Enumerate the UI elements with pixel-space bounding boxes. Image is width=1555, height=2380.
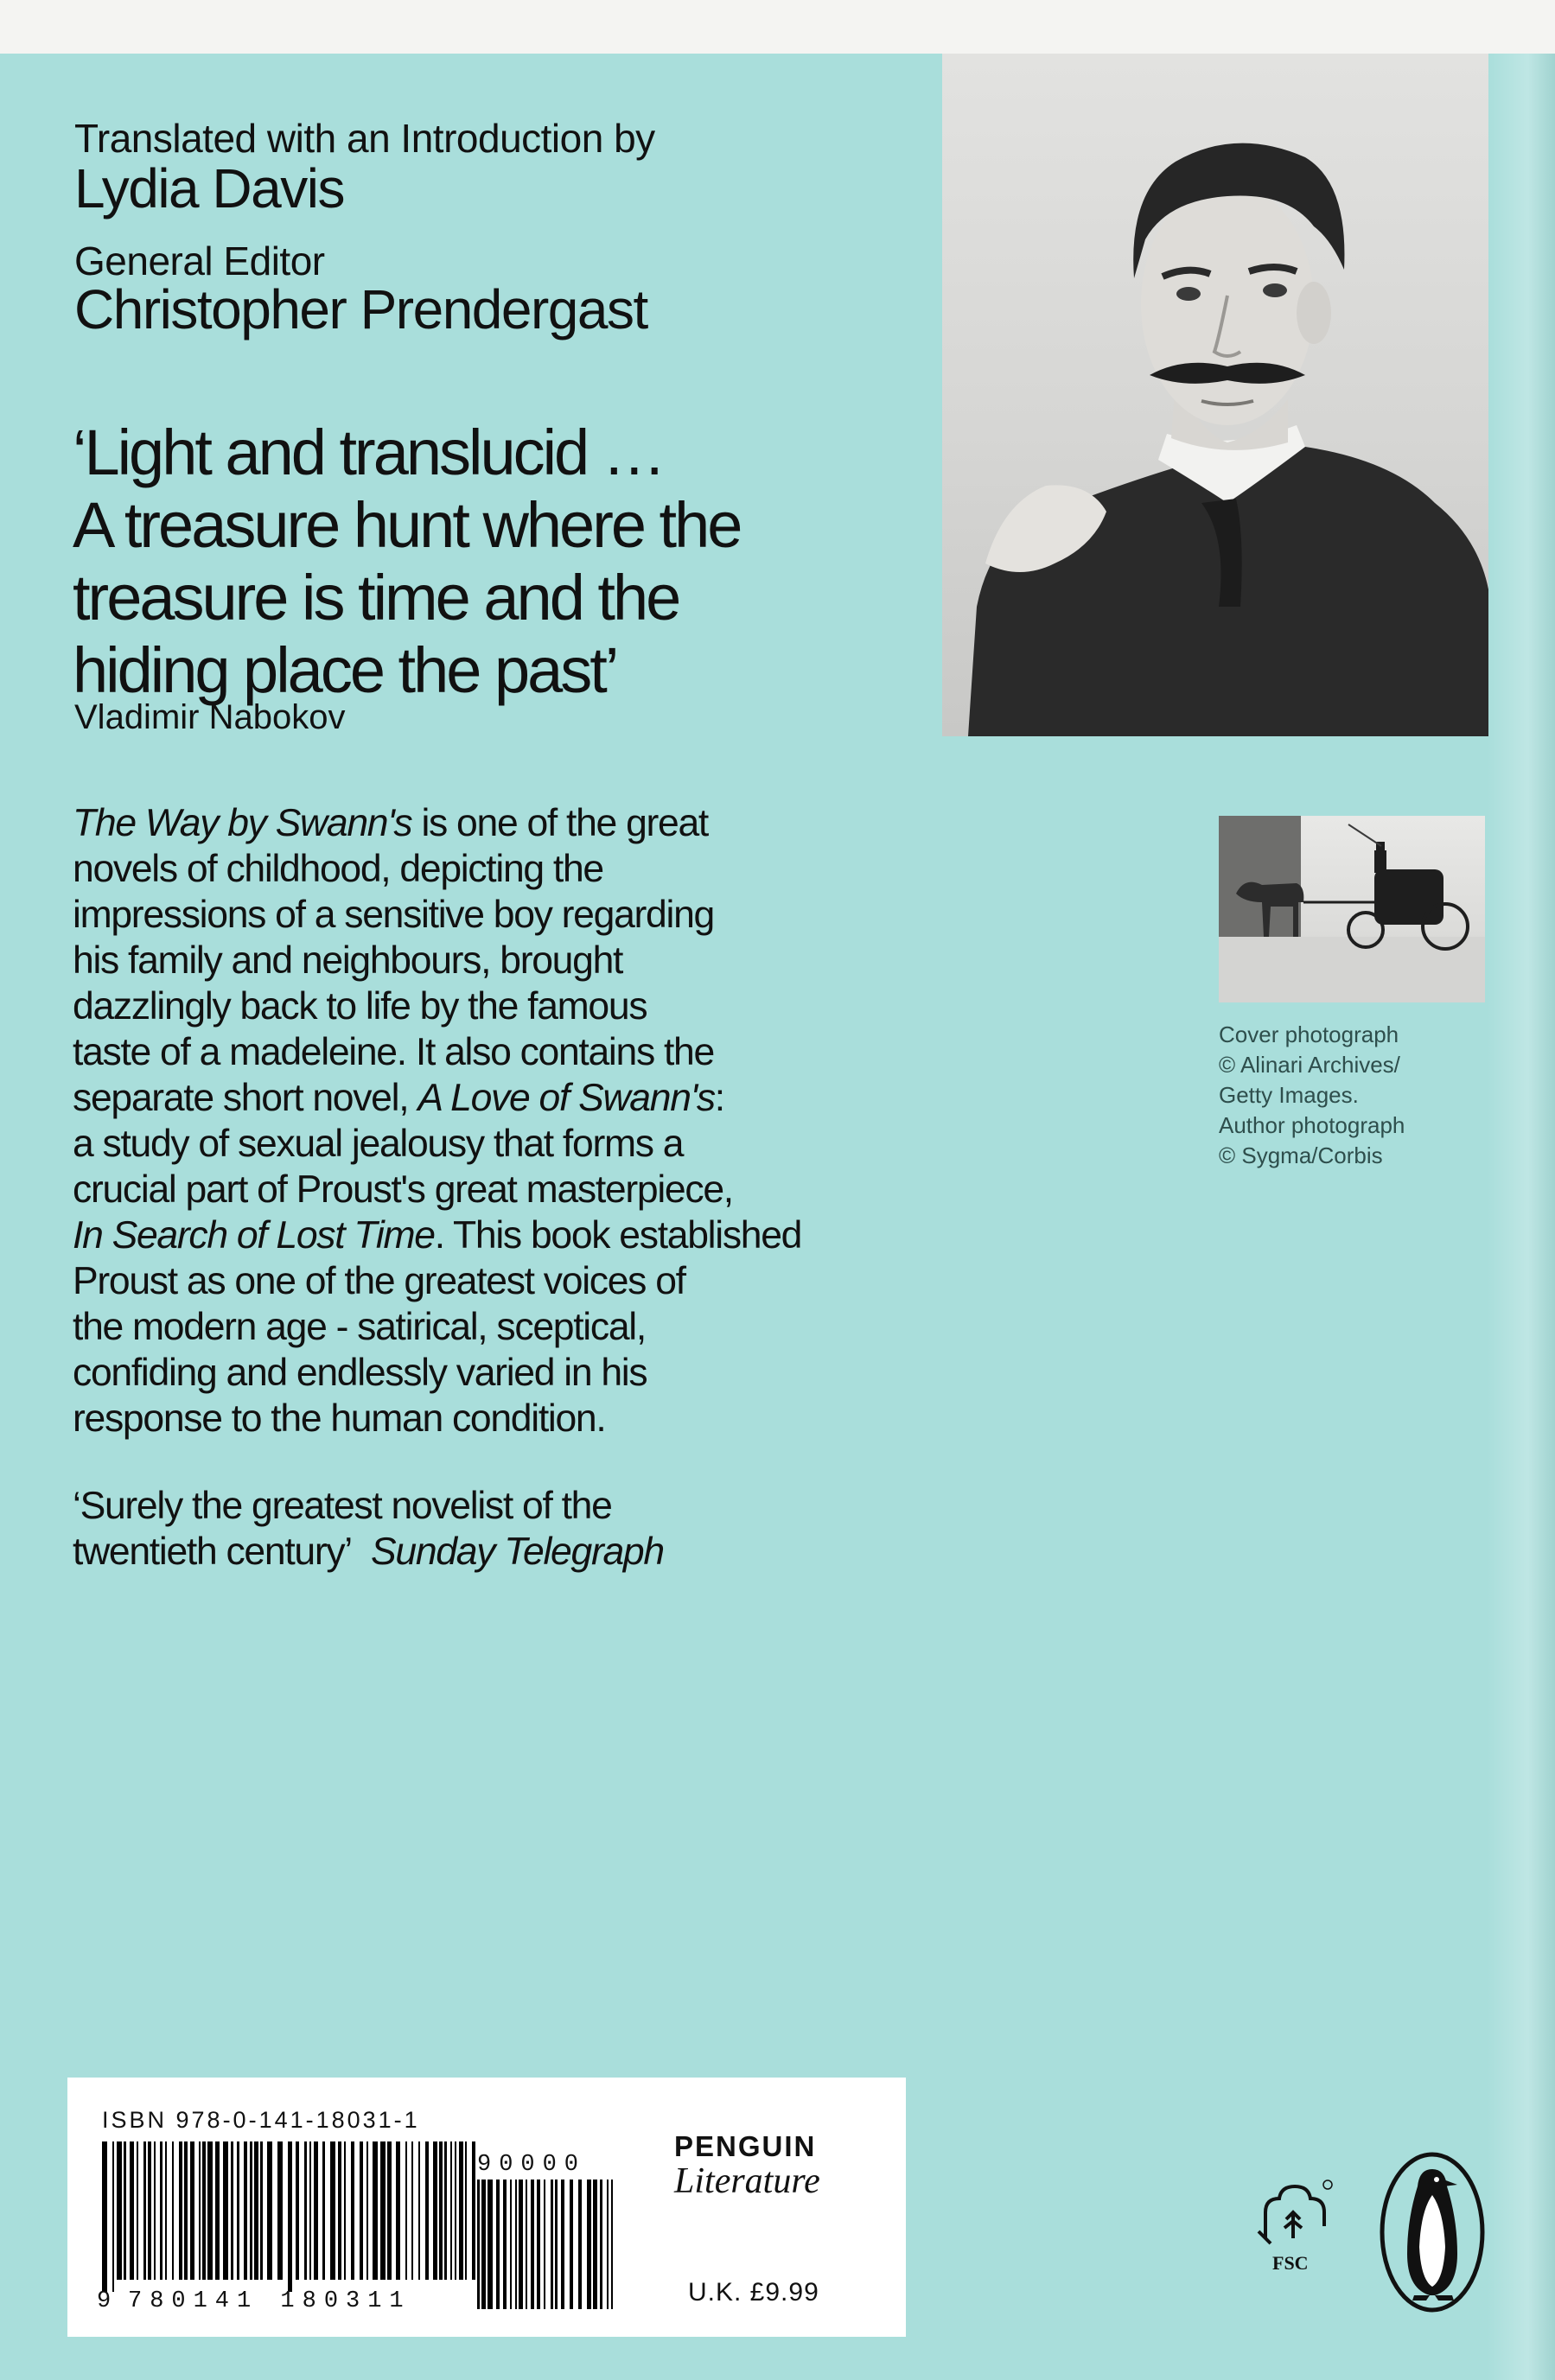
barcode-bar [202,2141,206,2280]
synopsis-line: In Search of Lost Time. This book established [73,1214,802,1257]
barcode-bar [254,2141,258,2280]
lead-quote-line: hiding place the past’ [73,634,617,706]
barcode-bar [207,2141,213,2280]
barcode-bar [360,2141,363,2280]
synopsis-line: novels of childhood, depicting the [73,848,603,890]
lead-quote [73,417,920,707]
barcode-bar [277,2141,283,2280]
barcode-bar [418,2141,420,2280]
translator-label: Translated with an Introduction by [74,116,655,161]
penguin-logo-icon [1378,2150,1487,2314]
barcode-bar [137,2141,138,2280]
barcode-bar [570,2180,573,2309]
barcode-bar [477,2180,480,2309]
carriage-photo-image [1219,816,1485,1002]
barcode-bar [314,2141,318,2280]
barcode-bar [444,2141,447,2280]
barcode-bar [380,2141,386,2280]
barcode-bar [172,2141,174,2280]
barcode-bar [551,2180,553,2309]
barcode-bar [611,2180,613,2309]
addon-digits: 90000 [477,2152,587,2178]
barcode-bar [607,2180,609,2309]
synopsis-line: dazzlingly back to life by the famous [73,985,647,1028]
spine-fold [1487,54,1555,2380]
author-portrait [942,54,1488,736]
barcode-bar [578,2180,582,2309]
barcode-bar [526,2180,527,2309]
synopsis-line: his family and neighbours, brought [73,939,623,982]
photo-credit-line: Getty Images. [1219,1082,1359,1108]
barcode-bar [411,2141,413,2280]
barcode-bar [555,2180,558,2309]
barcode-bar [130,2141,134,2280]
barcode-bar [117,2141,122,2280]
barcode-bar [267,2141,272,2280]
barcode-bar [587,2180,591,2309]
barcode-bar [593,2180,597,2309]
barcode-bar [260,2141,263,2280]
editor-name: Christopher Prendergast [74,278,647,340]
barcode-bar [496,2180,500,2309]
barcode-bar [288,2141,292,2292]
price: U.K. £9.99 [688,2278,819,2307]
photo-credit-line: © Alinari Archives/ [1219,1052,1400,1078]
barcode-bar [237,2141,239,2280]
barcode-bar [465,2141,467,2280]
synopsis-line: taste of a madeleine. It also contains the [73,1031,714,1073]
barcode-bar [503,2180,507,2309]
barcode-bar [396,2141,400,2280]
barcode-bar [143,2141,146,2280]
barcode-bar [322,2141,325,2280]
barcode-bar [515,2180,517,2309]
synopsis-line: crucial part of Proust's great masterpiece, [73,1168,733,1211]
barcode-digits: 780141 180311 [128,2288,411,2314]
barcode-bar [544,2180,545,2309]
translator-name: Lydia Davis [74,157,344,220]
synopsis-line: the modern age - satirical, sceptical, [73,1306,646,1348]
barcode-bar [112,2141,114,2292]
review-quote [73,1483,902,1575]
photo-credit-line: Cover photograph [1219,1021,1399,1047]
barcode-bar [455,2141,456,2280]
review-source: Sunday Telegraph [371,1530,664,1573]
barcode-bar [373,2141,378,2280]
barcode-bar [165,2141,167,2280]
barcode-bar [296,2141,299,2280]
fsc-label: FSC [1272,2252,1309,2274]
author-portrait-image [942,54,1488,736]
cover-carriage-photo [1219,816,1485,1002]
barcode-bar [223,2141,228,2280]
synopsis-line: separate short novel, A Love of Swann's: [73,1077,724,1119]
barcode-bar [304,2141,307,2280]
isbn-number: ISBN 978-0-141-18031-1 [102,2107,420,2133]
novel-title: A Love of Swann's [417,1077,715,1119]
barcode-bar [519,2180,523,2309]
synopsis [73,800,902,1441]
photo-credit-line: Author photograph [1219,1112,1405,1138]
barcode-bar [124,2141,126,2280]
barcode-bar [184,2141,188,2280]
book-title: The Way by Swann's [73,802,412,844]
barcode-bar [330,2141,335,2280]
addon-barcode [477,2180,624,2318]
review-line: twentieth century’ Sunday Telegraph [73,1530,664,1573]
barcode-bar [405,2141,407,2280]
quote-attribution: Vladimir Nabokov [74,698,346,736]
synopsis-line: The Way by Swann's is one of the great [73,802,708,844]
synopsis-line: a study of sexual jealousy that forms a [73,1123,684,1165]
review-line: ‘Surely the greatest novelist of the [73,1485,612,1527]
barcode-bar [148,2141,151,2280]
fsc-tree-icon [1255,2178,1333,2256]
barcode-bar [366,2141,368,2280]
series-name: Literature [674,2161,820,2201]
barcode-bar [154,2141,156,2280]
barcode-bar [459,2141,463,2280]
barcode-bar [450,2141,452,2280]
barcode-bar [561,2180,564,2309]
barcode-bar [309,2141,311,2280]
isbn-barcode [102,2141,482,2297]
barcode-bar [190,2141,194,2280]
publisher-brand: PENGUIN [674,2130,817,2162]
synopsis-line: Proust as one of the greatest voices of [73,1260,685,1302]
lead-quote-line: A treasure hunt where the [73,489,741,561]
barcode-bar [215,2141,220,2280]
barcode-bar [531,2180,534,2309]
barcode-bar [433,2141,437,2280]
barcode-bar [600,2180,602,2309]
barcode-bar [481,2180,486,2309]
barcode-bar [488,2180,493,2309]
barcode-bar [338,2141,341,2280]
barcode-bar [537,2180,540,2309]
barcode-bar [199,2141,201,2280]
barcode-bar [510,2180,512,2309]
barcode-bar [102,2141,107,2292]
barcode-lead-digit: 9 [97,2288,119,2314]
barcode-bar [439,2141,443,2280]
barcode-bar [344,2141,346,2280]
editor-label: General Editor [74,239,325,283]
barcode-bar [160,2141,163,2280]
barcode-bar [351,2141,354,2280]
barcode-bar [425,2141,429,2280]
synopsis-line: confiding and endlessly varied in his [73,1352,647,1394]
synopsis-line: impressions of a sensitive boy regarding [73,894,714,936]
series-title: In Search of Lost Time [73,1214,435,1257]
photo-credit-line: © Sygma/Corbis [1219,1142,1383,1168]
barcode-bar [244,2141,247,2280]
photo-credits [1219,1020,1495,1171]
barcode-bar [231,2141,233,2280]
lead-quote-line: treasure is time and the [73,562,679,633]
barcode-bar [250,2141,252,2280]
barcode-bar [387,2141,392,2280]
barcode-bar [179,2141,182,2280]
synopsis-line: response to the human condition. [73,1397,606,1440]
lead-quote-line: ‘Light and translucid … [73,417,664,488]
barcode-bar [472,2141,475,2280]
